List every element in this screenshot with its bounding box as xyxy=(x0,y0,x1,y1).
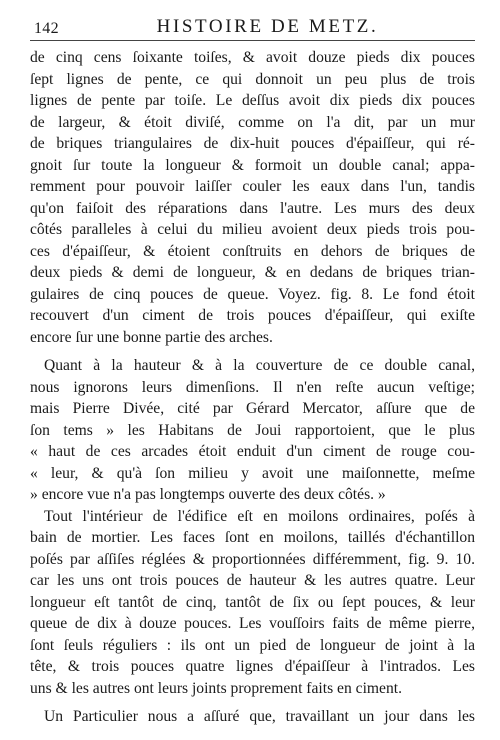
text-line: Quant à la hauteur & à la couverture de ce double canal, xyxy=(44,357,475,374)
text-line: poſés par aſſiſes réglées & proportionnées différemment, fig. 9. 10. xyxy=(30,550,475,568)
text-line: bain de mortier. Les faces ſont en moilons, taillés d'échantillon xyxy=(30,529,475,546)
text-line: nous ignorons leurs dimenſions. Il n'en reſte aucun veſtige; xyxy=(30,378,475,396)
text-line: encore ſur une bonne partie des arches. xyxy=(30,328,273,346)
text-line: Tout l'intérieur de l'édifice eſt en moilons ordinaires, poſés à xyxy=(44,507,475,525)
page-number: 142 xyxy=(34,20,59,37)
body-text xyxy=(30,47,475,728)
text-line: « leur, & qu'à ſon milieu y avoit une maiſonnette, meſme xyxy=(30,464,475,482)
text-line: recouvert d'un ciment de trois pouces d'épaiſſeur, qui exiſte xyxy=(30,307,475,324)
text-line: côtés paralleles à celui du milieu avoient deux pieds trois pou- xyxy=(30,221,475,238)
running-head xyxy=(30,16,475,41)
text-line: gnoit ſur toute la longueur & formoit un double canal; appa- xyxy=(30,156,475,174)
paragraph-gap xyxy=(30,699,475,706)
text-line: gulaires de cinq pouces de queue. Voyez. fig. 8. Le fond étoit xyxy=(30,285,475,303)
text-line: car les uns ont trois pouces de hauteur & les autres quatre. Leur xyxy=(30,572,475,589)
text-line: » encore vue n'a pas longtemps ouverte des deux côtés. » xyxy=(30,486,386,503)
text-line: ſept lignes de pente, ce qui donnoit un peu plus de trois xyxy=(30,70,475,88)
text-line: ſont ſeuls réguliers : ils ont un pied de longueur de joint à la xyxy=(30,636,475,654)
paragraph-particulier xyxy=(30,706,475,728)
text-line: ces d'épaiſſeur, & étoient conſtruits en dehors de briques de xyxy=(30,242,475,260)
paragraph-quote xyxy=(30,355,475,506)
paragraph-gap xyxy=(30,348,475,355)
text-line: queue de dix à douze pouces. Les vouſſoirs faits de même pierre, xyxy=(30,615,475,632)
paragraph-masonry xyxy=(30,506,475,700)
text-line: mais Pierre Divée, cité par Gérard Mercator, aſſure que de xyxy=(30,400,475,417)
paragraph-continuation xyxy=(30,47,475,348)
text-line: de largeur, & étoit diviſé, comme on l'a dit, par un mur xyxy=(30,113,475,131)
text-line: tête, & trois pouces quatre lignes d'épaiſſeur à l'intrados. Les xyxy=(30,658,475,675)
text-line: ſon tems » les Habitans de Joui rapportoient, que le plus xyxy=(30,421,475,439)
text-line: remment pour pouvoir laiſſer couler les eaux dans l'un, tandis xyxy=(30,178,475,195)
text-line: de cinq cens ſoixante toiſes, & avoit douze pieds dix pouces xyxy=(30,49,475,66)
book-page xyxy=(30,16,475,728)
text-line: de briques triangulaires de dix-huit pouces d'épaiſſeur, qui ré- xyxy=(30,135,475,152)
text-line: deux pieds & demi de longueur, & en dedans de briques trian- xyxy=(30,264,475,281)
text-line: « haut de ces arcades étoit enduit d'un ciment de rouge cou- xyxy=(30,443,475,460)
text-line: uns & les autres ont leurs joints proprement faits en ciment. xyxy=(30,679,403,697)
running-title: HISTOIRE DE METZ. xyxy=(156,16,379,37)
text-line: Un Particulier nous a aſſuré que, travaillant un jour dans les xyxy=(44,708,475,725)
text-line: lignes de pente par toiſe. Le deſſus avoit dix pieds dix pouces xyxy=(30,92,475,109)
text-line: longueur eſt tantôt de cinq, tantôt de ſix ou ſept pouces, & leur xyxy=(30,593,475,611)
text-line: qu'on faiſoit des réparations dans l'autre. Les murs des deux xyxy=(30,199,475,217)
